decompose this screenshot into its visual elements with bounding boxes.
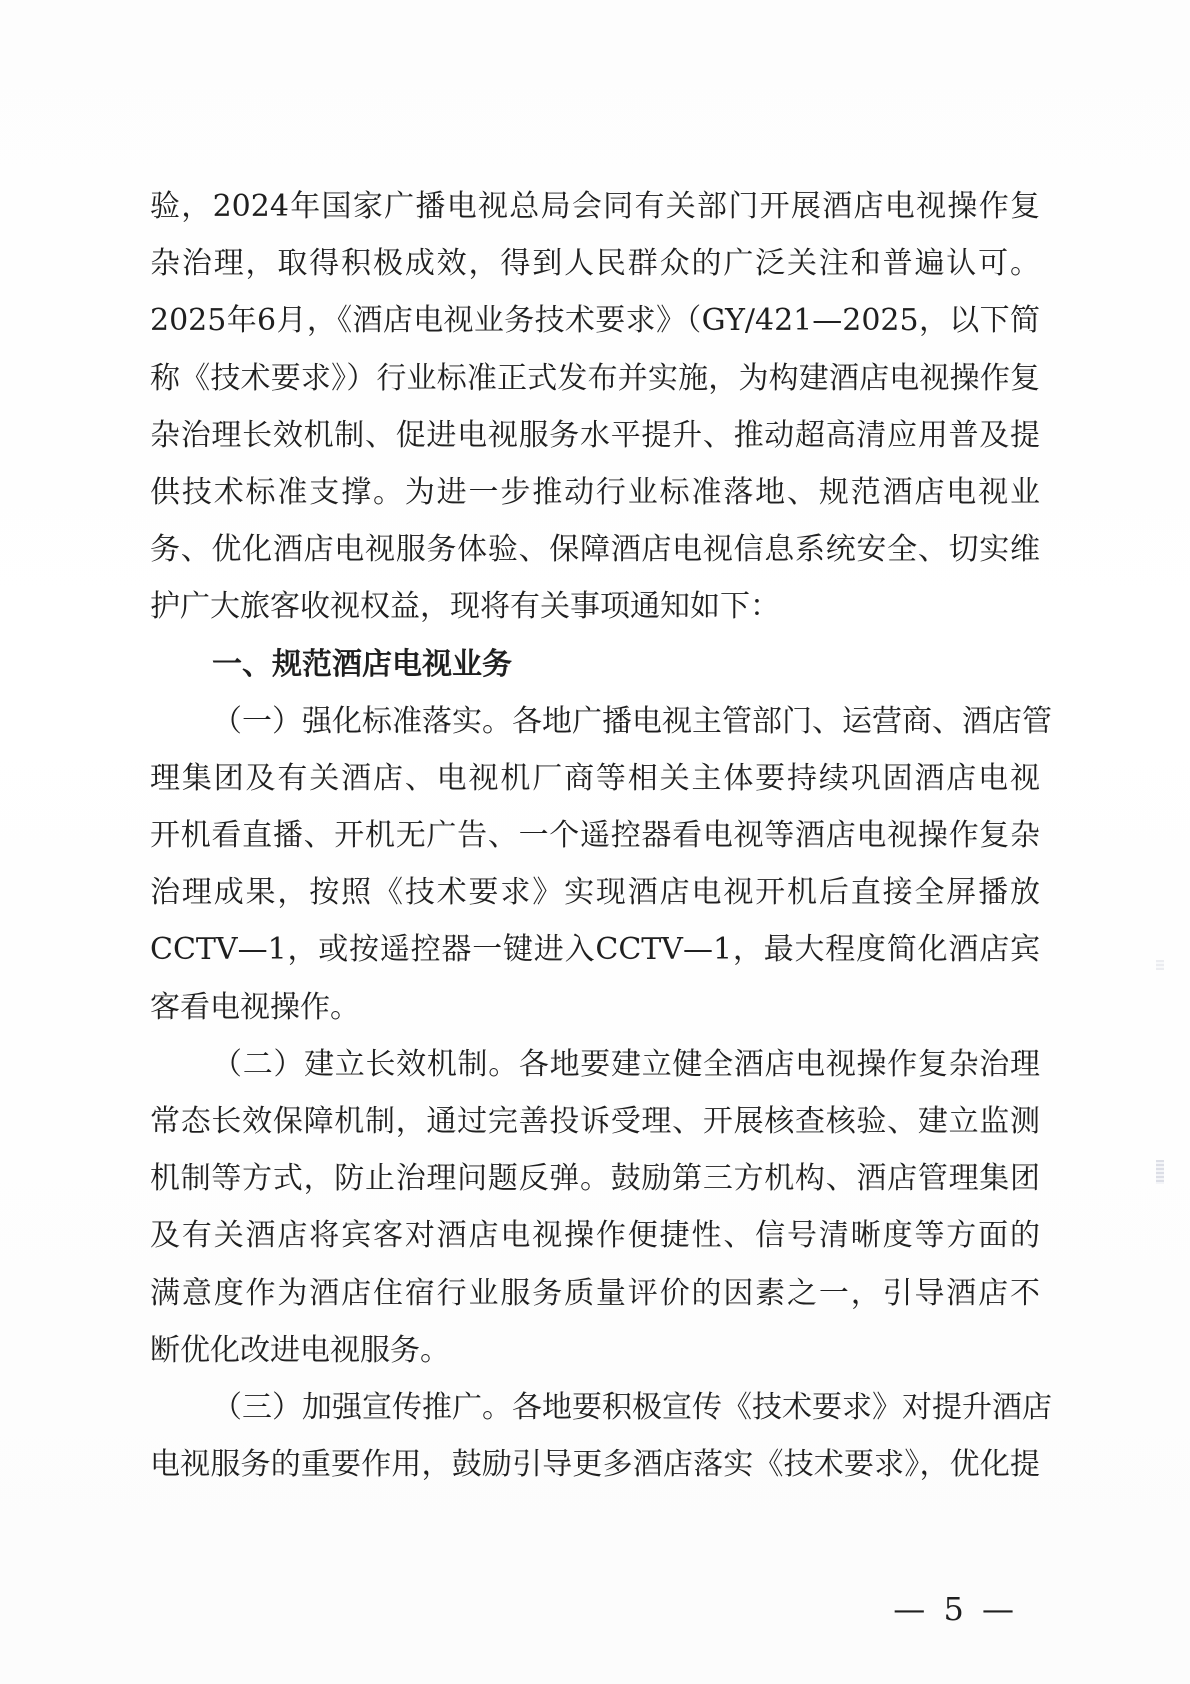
body-line: 机制等方式，防止治理问题反弹。鼓励第三方机构、酒店管理集团 <box>150 1161 1040 1197</box>
page-number: — 5 — <box>893 1590 1018 1628</box>
body-line: 验，2024年国家广播电视总局会同有关部门开展酒店电视操作复 <box>150 189 1040 224</box>
body-line: 满意度作为酒店住宿行业服务质量评价的因素之一，引导酒店不 <box>150 1275 1040 1311</box>
body-line: 2025年6月，《酒店电视业务技术要求》（GY/421—2025，以下简 <box>150 303 1040 339</box>
body-line: 开机看直播、开机无广告、一个遥控器看电视等酒店电视操作复杂 <box>150 818 1040 854</box>
document-body <box>150 178 1052 1493</box>
body-line: 务、优化酒店电视服务体验、保障酒店电视信息系统安全、切实维 <box>150 532 1040 568</box>
body-line: CCTV—1，或按遥控器一键进入CCTV—1，最大程度简化酒店宾 <box>150 932 1040 968</box>
paragraph-heading-line: （二）建立长效机制。各地要建立健全酒店电视操作复杂治理 <box>212 1046 1040 1082</box>
body-line: 电视服务的重要作用，鼓励引导更多酒店落实《技术要求》，优化提 <box>150 1447 1040 1483</box>
body-line: 称《技术要求》）行业标准正式发布并实施，为构建酒店电视操作复 <box>150 360 1040 396</box>
scan-artifact <box>1156 1160 1164 1184</box>
body-line: 治理成果，按照《技术要求》实现酒店电视开机后直接全屏播放 <box>150 875 1040 911</box>
body-line: 供技术标准支撑。为进一步推动行业标准落地、规范酒店电视业 <box>150 474 1040 510</box>
section-heading: 一、规范酒店电视业务 <box>212 646 512 682</box>
body-line: 杂治理，取得积极成效，得到人民群众的广泛关注和普遍认可。 <box>150 246 1040 282</box>
body-line: 断优化改进电视服务。 <box>150 1332 450 1368</box>
paragraph-heading-line: （一）强化标准落实。各地广播电视主管部门、运营商、酒店管 <box>212 703 1052 739</box>
body-line: 护广大旅客收视权益，现将有关事项通知如下： <box>150 589 780 625</box>
body-line: 理集团及有关酒店、电视机厂商等相关主体要持续巩固酒店电视 <box>150 760 1040 796</box>
body-line: 杂治理长效机制、促进电视服务水平提升、推动超高清应用普及提 <box>150 417 1040 453</box>
body-line: 客看电视操作。 <box>150 989 360 1025</box>
body-line: 及有关酒店将宾客对酒店电视操作便捷性、信号清晰度等方面的 <box>150 1218 1040 1254</box>
body-line: 常态长效保障机制，通过完善投诉受理、开展核查核验、建立监测 <box>150 1104 1040 1139</box>
paragraph-heading-line: （三）加强宣传推广。各地要积极宣传《技术要求》对提升酒店 <box>212 1389 1052 1425</box>
scan-artifact <box>1156 960 1164 970</box>
